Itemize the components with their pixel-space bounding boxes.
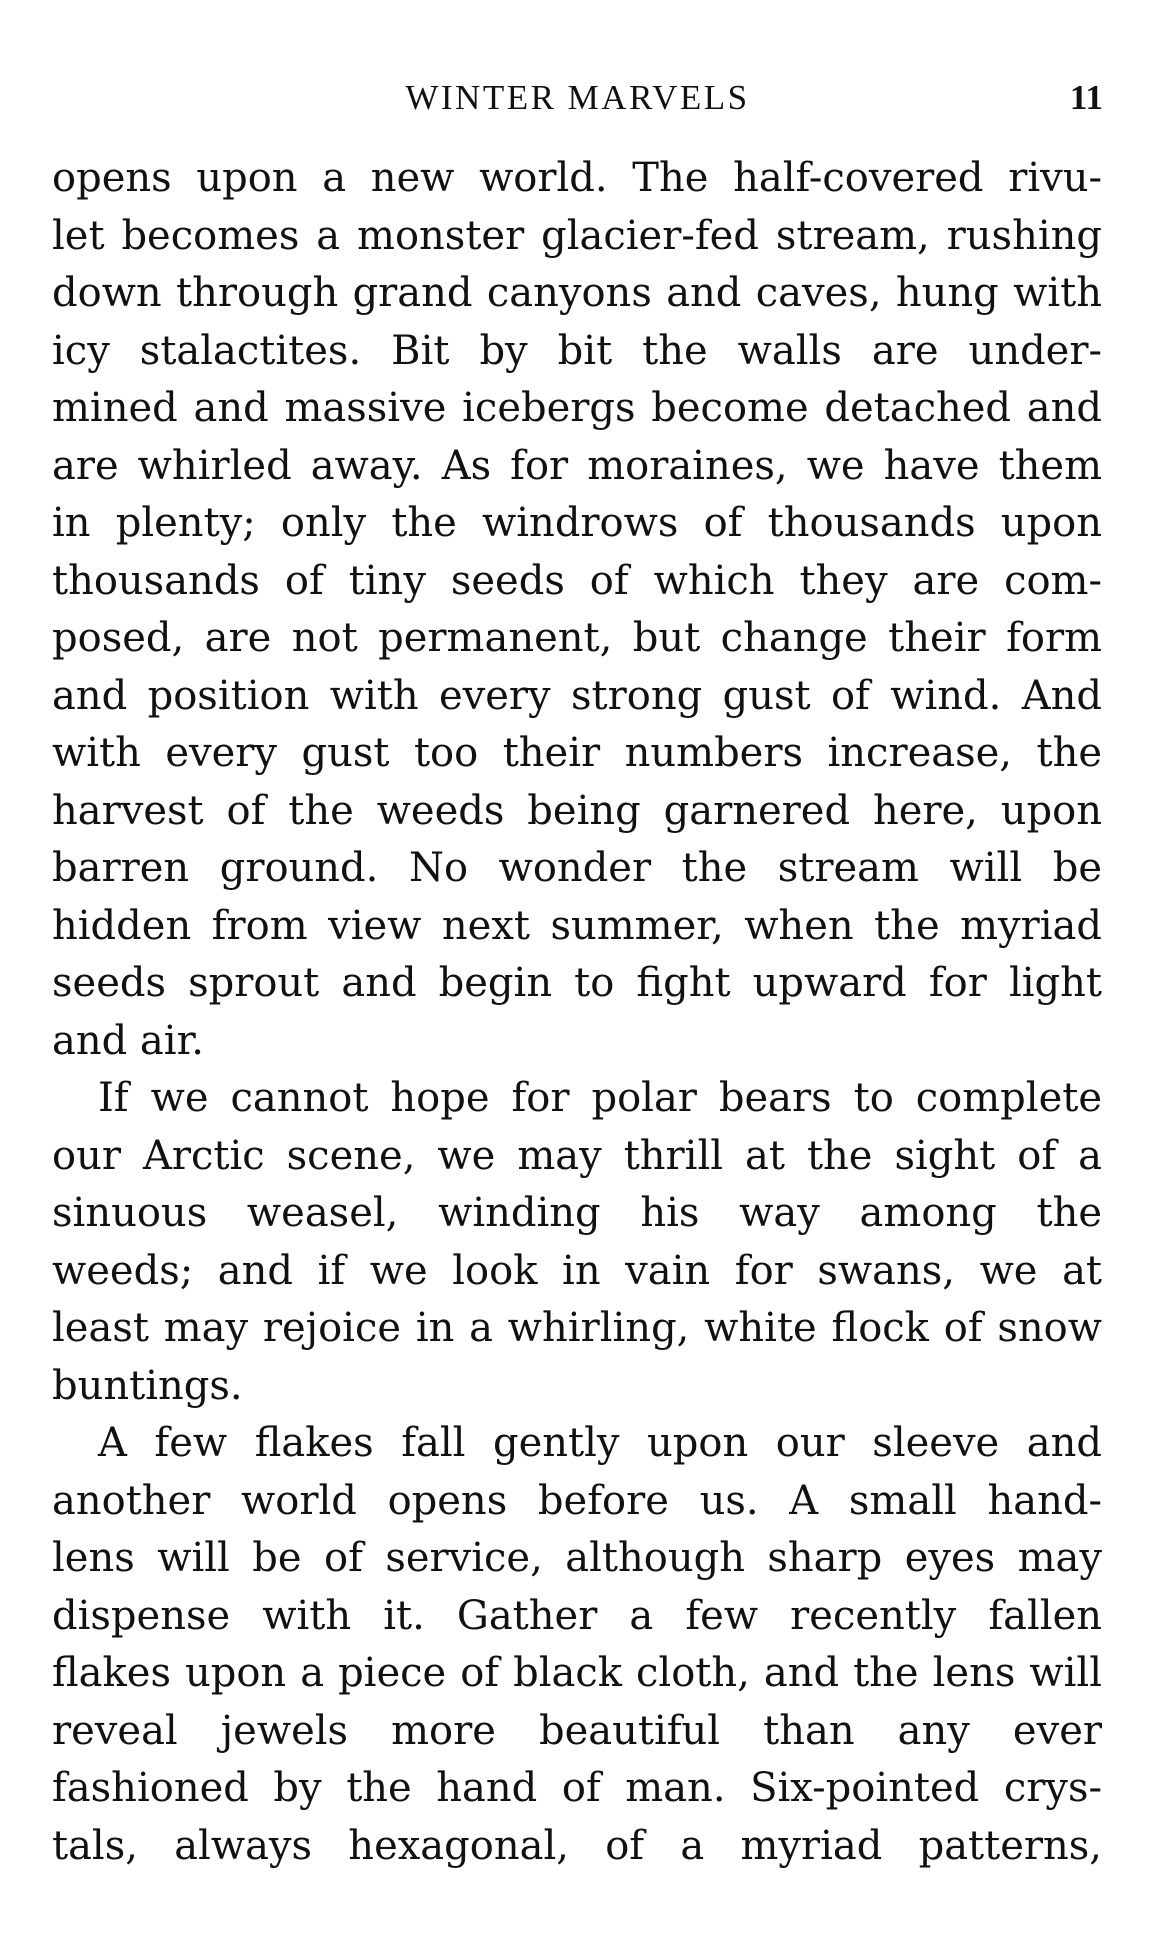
text-line: icy stalactites. Bit by bit the walls are under-	[52, 327, 1102, 374]
text-line: and position with every strong gust of wind. And	[52, 672, 1102, 719]
text-line: opens upon a new world. The half-covered rivu-	[52, 155, 1102, 201]
text-line: mined and massive icebergs become detached and	[52, 385, 1102, 431]
text-line: with every gust too their numbers increase, the	[52, 730, 1102, 776]
text-line: hidden from view next summer, when the myriad	[52, 902, 1102, 949]
text-line: let becomes a monster glacier-fed stream, rushing	[52, 212, 1102, 259]
body-text	[52, 150, 1102, 1875]
text-line: another world opens before us. A small hand-	[52, 1477, 1102, 1524]
text-line: are whirled away. As for moraines, we have them	[52, 442, 1102, 489]
text-line: least may rejoice in a whirling, white flock of snow	[52, 1305, 1102, 1351]
running-title: WINTER MARVELS	[405, 78, 750, 117]
text-line: weeds; and if we look in vain for swans, we at	[52, 1247, 1102, 1294]
text-line: reveal jewels more beautiful than any ever	[52, 1707, 1102, 1754]
text-line: down through grand canyons and caves, hung with	[52, 270, 1102, 316]
text-line: and air.	[52, 1017, 205, 1064]
text-line: lens will be of service, although sharp eyes may	[52, 1535, 1102, 1581]
text-line: thousands of tiny seeds of which they are com-	[52, 557, 1102, 604]
text-line: barren ground. No wonder the stream will be	[52, 845, 1102, 891]
text-line: flakes upon a piece of black cloth, and the lens will	[52, 1650, 1102, 1696]
running-head	[52, 78, 1103, 118]
text-line: posed, are not permanent, but change their form	[52, 615, 1102, 661]
text-line: harvest of the weeds being garnered here, upon	[52, 787, 1102, 834]
text-line: tals, always hexagonal, of a myriad patterns,	[52, 1822, 1102, 1869]
text-line: in plenty; only the windrows of thousands upon	[52, 500, 1102, 546]
text-line: sinuous weasel, winding his way among the	[52, 1190, 1102, 1236]
text-line: dispense with it. Gather a few recently fallen	[52, 1592, 1102, 1639]
text-line: seeds sprout and begin to fight upward for light	[52, 960, 1102, 1006]
text-line: fashioned by the hand of man. Six-pointed crys-	[52, 1765, 1102, 1811]
page-number: 11	[1069, 78, 1103, 117]
text-line: buntings.	[52, 1362, 243, 1409]
text-line: our Arctic scene, we may thrill at the sight of a	[52, 1132, 1102, 1179]
paragraph-first-line: A few flakes fall gently upon our sleeve and	[98, 1420, 1102, 1466]
paragraph-first-line: If we cannot hope for polar bears to complete	[98, 1075, 1102, 1121]
